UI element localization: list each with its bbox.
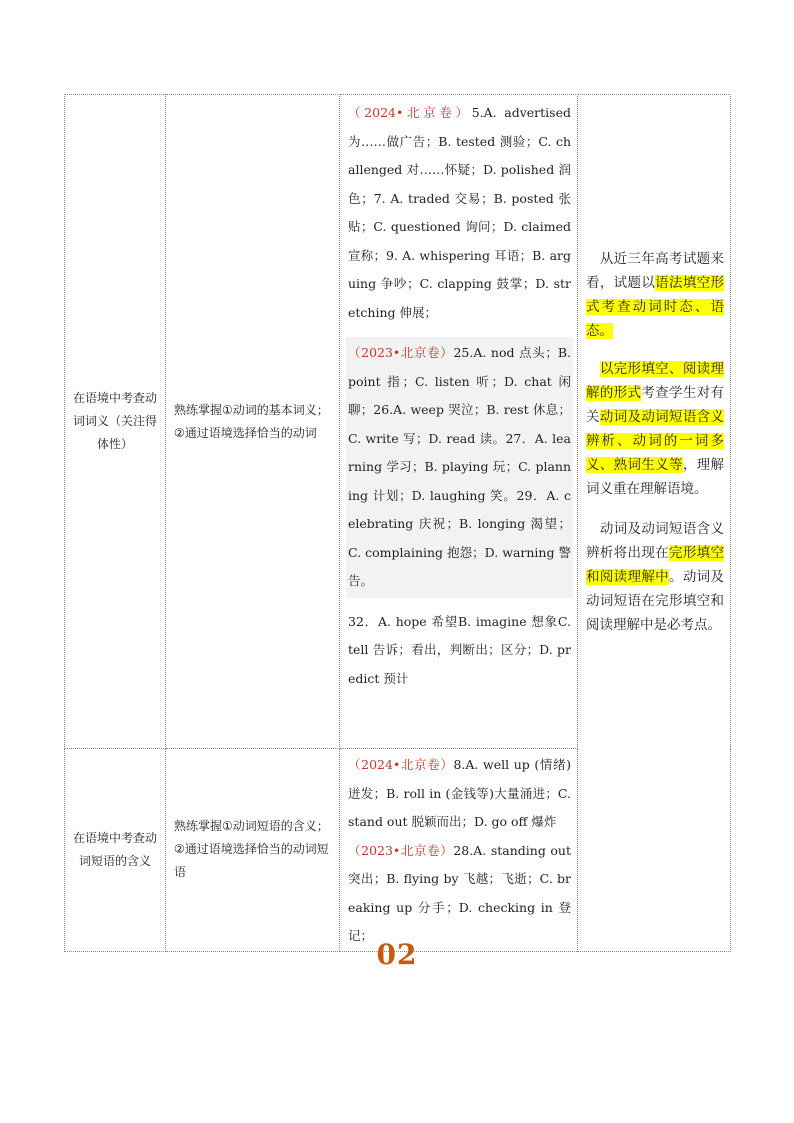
source-label: （2023•北京卷） [348, 345, 454, 360]
analysis-para-3: 动词及动词短语含义辨析将出现在完形填空和阅读理解中。动词及动词短语在完形填空和阅读理解中是必考点。 [586, 521, 724, 633]
source-label: （2024•北京卷） [348, 105, 472, 120]
example-2024: （2024•北京卷）5.A. advertised 为……做广告；B. tested 测验；C. challenged 对……怀疑；D. polished 润色；7. A. traded 交易；B. posted 张贴；C. questioned 询问；D. claimed 宣称；9. A. whispering 耳语；B. arguing 争吵；C. clapping 鼓掌；D. stretching 伸展； [348, 105, 571, 320]
examples-cell [340, 95, 578, 749]
category-cell: 在语境中考查动词词义（关注得体性） [65, 95, 166, 749]
category-cell: 在语境中考查动词短语的含义 [65, 749, 166, 952]
highlight: 以完形填空、阅读理解的形式 [586, 361, 724, 401]
analysis-para-1: 从近三年高考试题来看，试题以语法填空形式考查动词时态、语态。 [586, 251, 725, 339]
highlight: 语法填空形式考查动词时态、语态。 [586, 275, 725, 339]
knowledge-table [64, 94, 731, 952]
source-label: （2024•北京卷） [348, 757, 454, 772]
goal-cell: 熟练掌握①动词的基本词义；②通过语境选择恰当的动词 [166, 95, 340, 749]
table-row [65, 95, 731, 749]
example-2024: （2024•北京卷）8.A. well up (情绪)迸发；B. roll in (金钱等)大量涌进；C. stand out 脱颖而出；D. go off 爆炸 [348, 757, 571, 829]
analysis-para-2: 以完形填空、阅读理解的形式考查学生对有关动词及动词短语含义辨析、动词的一词多义、熟词生义等，理解词义重在理解语境。 [586, 361, 725, 497]
source-label: （2023•北京卷） [348, 842, 454, 858]
page-number: 02 [376, 938, 418, 971]
analysis-cell [578, 95, 731, 952]
example-2023: （2023•北京卷）25.A. nod 点头；B. point 指；C. listen 听；D. chat 闲聊；26.A. weep 哭泣；B. rest 休息；C. write 写；D. read 读。27．A. learning 学习；B. playing 玩；C. planning 计划；D. laughing 笑。29．A. celebrating 庆祝；B. longing 渴望；C. complaining 抱怨；D. warning 警告。 [348, 345, 571, 588]
highlight: 动词及动词短语含义辨析、动词的一词多义、熟词生义等 [586, 409, 725, 473]
goal-cell: 熟练掌握①动词短语的含义；②通过语境选择恰当的动词短语 [166, 749, 340, 952]
examples-cell [340, 749, 578, 952]
example-extra: 32．A. hope 希望B. imagine 想象C. tell 告诉；看出，判断出；区分；D. predict 预计 [348, 613, 571, 686]
example-2023-block [346, 337, 573, 598]
highlight: 完形填空和阅读理解中 [586, 545, 724, 585]
example-2023: （2023•北京卷）28.A. standing out 突出；B. flying by 飞越；飞逝；C. breaking up 分手；D. checking in 登记； [348, 842, 572, 943]
